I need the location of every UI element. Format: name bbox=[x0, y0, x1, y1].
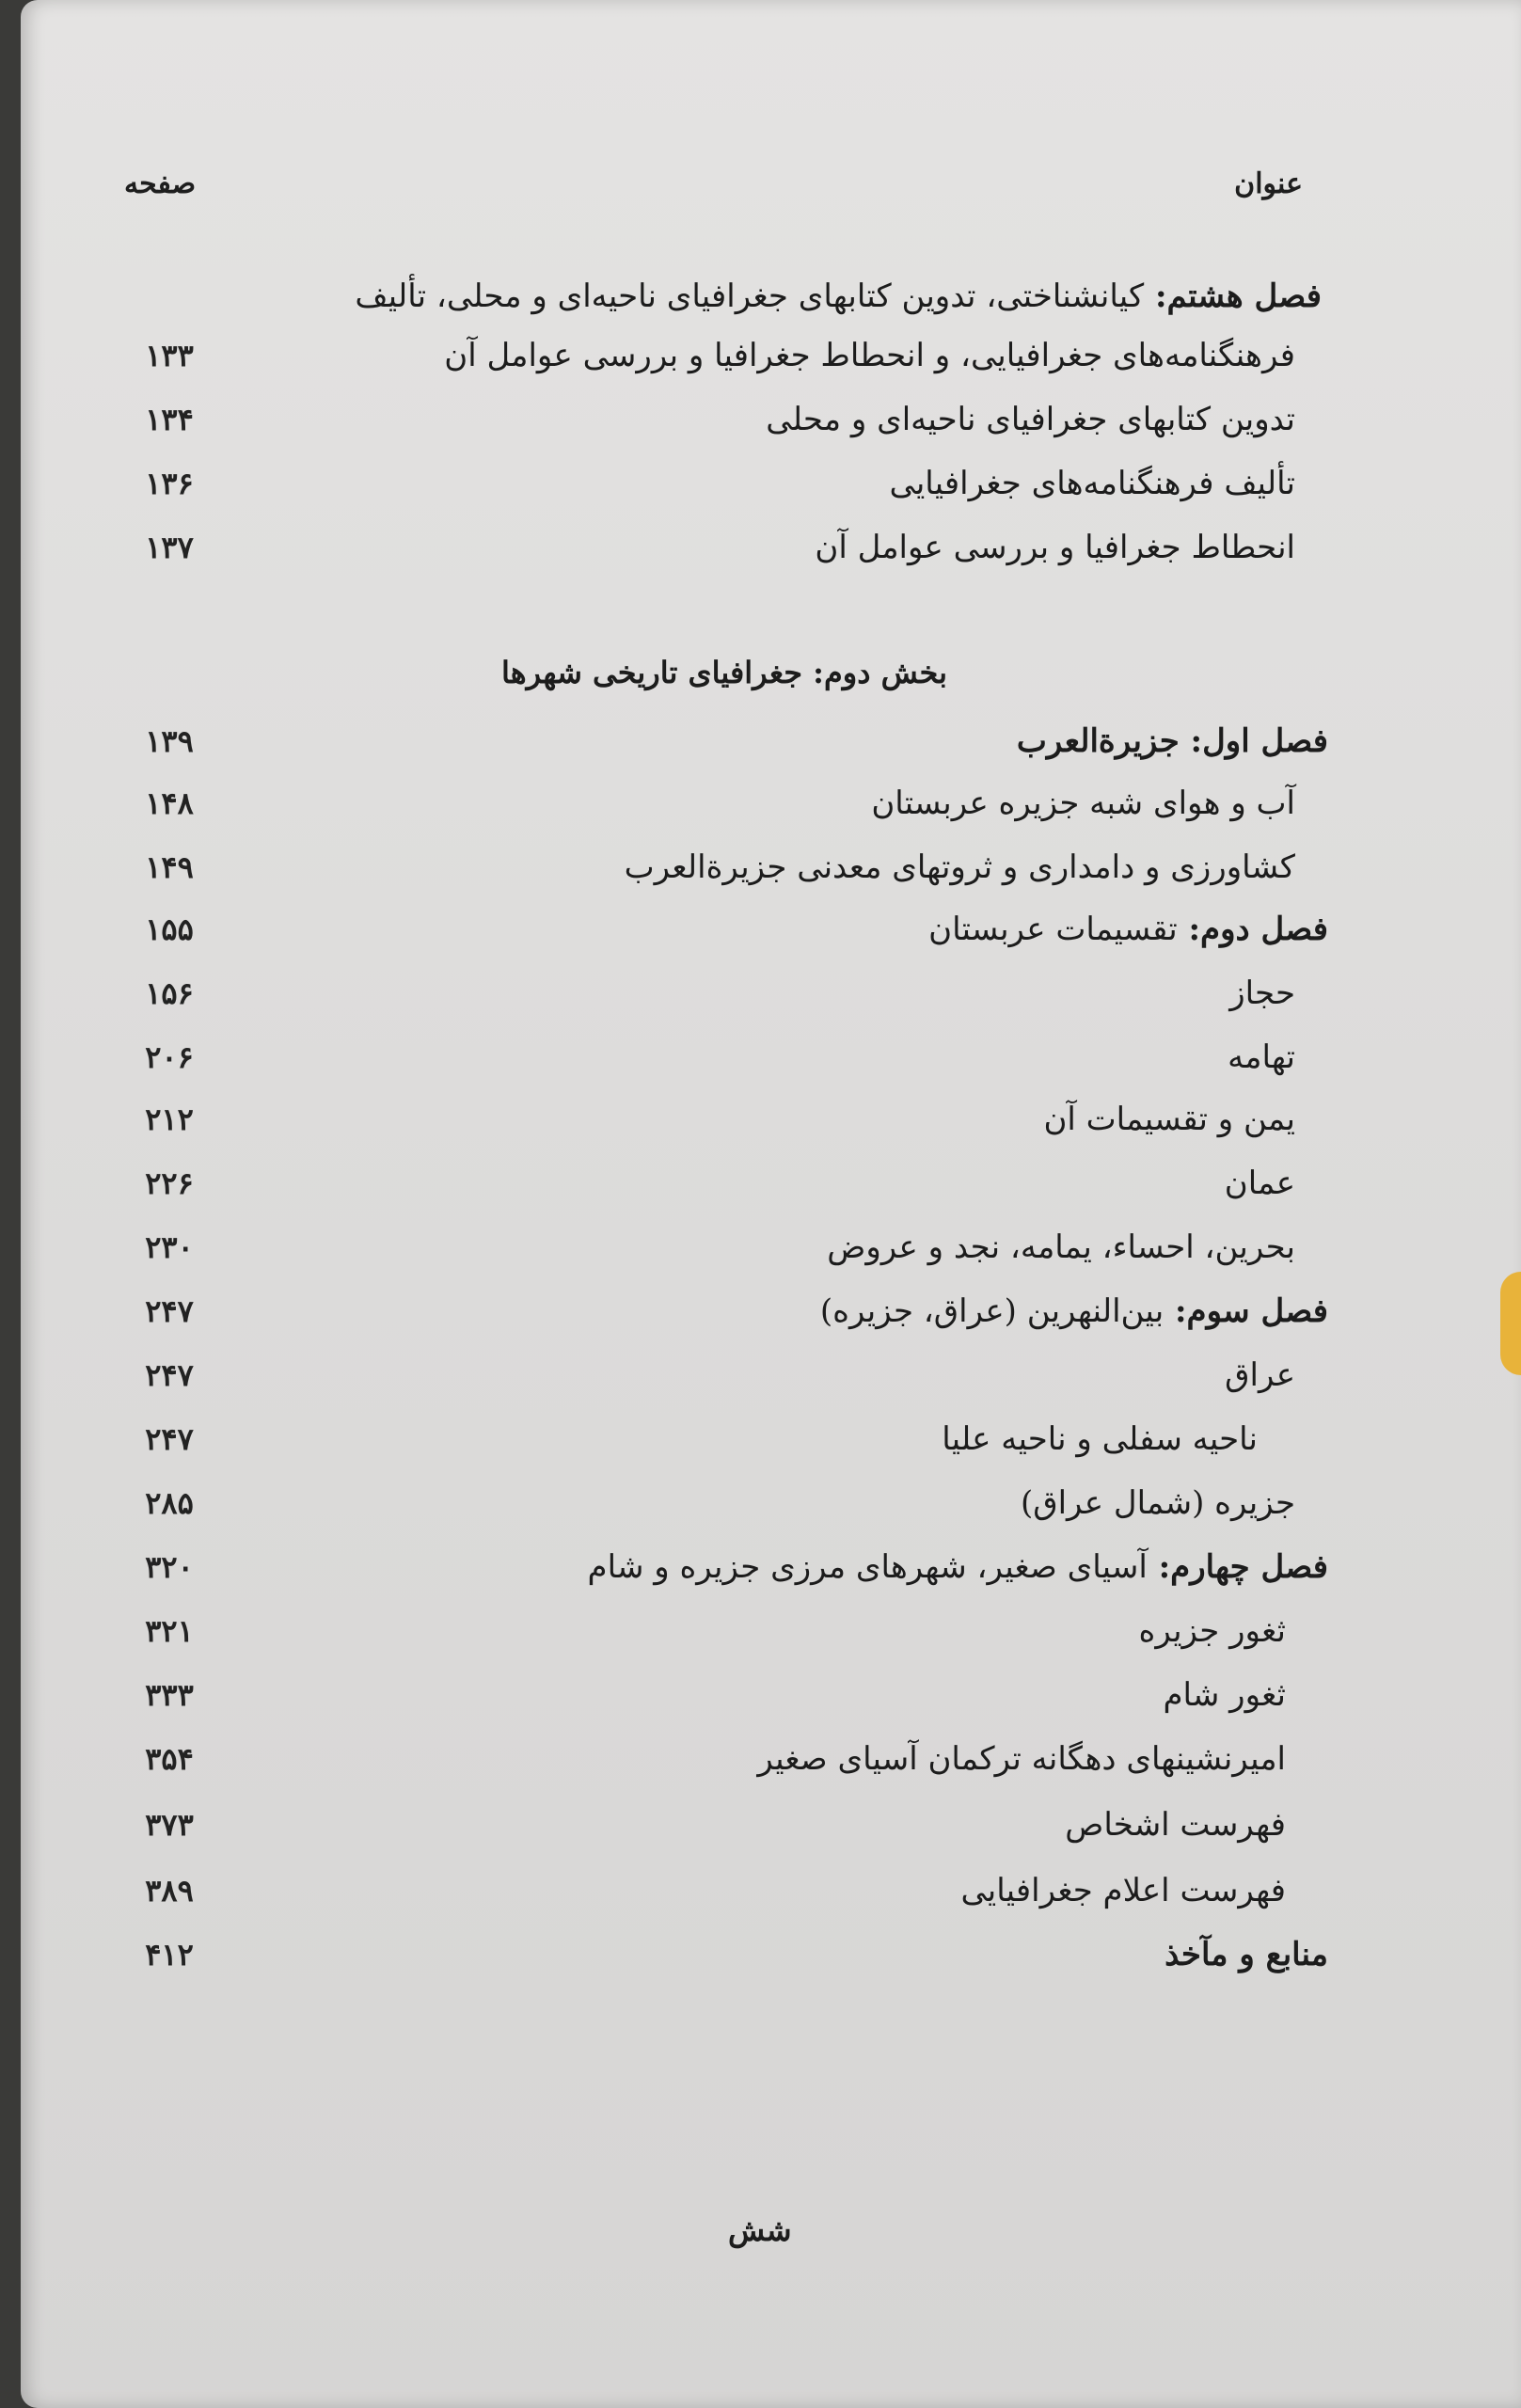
toc-entry-text: کیانشناختی، تدوین کتابهای جغرافیای ناحیه‌ای و محلی، تألیف bbox=[355, 277, 1145, 315]
toc-entry-page: ۲۴۷ bbox=[145, 1421, 194, 1457]
toc-row bbox=[21, 1541, 1521, 1593]
toc-row bbox=[21, 457, 1521, 510]
toc-row bbox=[21, 841, 1521, 894]
toc-entry-page: ۳۸۹ bbox=[145, 1873, 194, 1909]
toc-row bbox=[21, 777, 1521, 830]
page-number-footer: شش bbox=[728, 2212, 792, 2248]
toc-row bbox=[21, 1031, 1521, 1084]
toc-entry-label: ناحیه سفلی و ناحیه علیا bbox=[942, 1420, 1258, 1458]
toc-entry-text: تقسیمات عربستان bbox=[928, 911, 1178, 948]
toc-row bbox=[21, 1349, 1521, 1402]
toc-row bbox=[21, 1798, 1521, 1851]
toc-entry-page: ۱۵۵ bbox=[145, 911, 194, 947]
toc-entry-label: فصل هشتم: کیانشناختی، تدوین کتابهای جغرافیای ناحیه‌ای و محلی، تألیف bbox=[355, 277, 1322, 315]
toc-entry-label: فهرست اشخاص bbox=[1065, 1806, 1286, 1844]
toc-entry-page: ۲۲۶ bbox=[145, 1165, 194, 1201]
toc-entry-page: ۱۳۳ bbox=[145, 338, 194, 373]
bookmark-tab bbox=[1500, 1272, 1521, 1375]
toc-entry-label: ثغور شام bbox=[1163, 1676, 1286, 1714]
toc-entry-label: بحرین، احساء، یمامه، نجد و عروض bbox=[827, 1228, 1295, 1266]
toc-entry-label: تهامه bbox=[1228, 1038, 1295, 1076]
toc-entry-page: ۱۵۶ bbox=[145, 975, 194, 1011]
toc-entry-label: حجاز bbox=[1229, 974, 1295, 1012]
toc-entry-label: یمن و تقسیمات آن bbox=[1043, 1101, 1295, 1138]
toc-row bbox=[21, 1928, 1521, 1981]
toc-entry-label: تألیف فرهنگنامه‌های جغرافیایی bbox=[889, 465, 1295, 502]
column-header-page: صفحه bbox=[124, 167, 197, 200]
toc-entry-label: آب و هوای شبه جزیره عربستان bbox=[871, 784, 1295, 822]
toc-row bbox=[21, 1605, 1521, 1657]
toc-entry-page: ۳۲۱ bbox=[145, 1613, 194, 1649]
toc-entry-page: ۱۳۹ bbox=[145, 723, 194, 759]
toc-entry-page: ۳۲۰ bbox=[145, 1549, 194, 1585]
toc-row bbox=[21, 329, 1521, 382]
toc-entry-page: ۲۴۷ bbox=[145, 1293, 194, 1329]
toc-entry-page: ۴۱۲ bbox=[145, 1937, 194, 1972]
toc-row bbox=[21, 1157, 1521, 1210]
toc-entry-label: انحطاط جغرافیا و بررسی عوامل آن bbox=[815, 529, 1295, 566]
toc-entry-page: ۳۷۳ bbox=[145, 1807, 194, 1843]
column-header-title: عنوان bbox=[1234, 167, 1303, 200]
book-page bbox=[21, 0, 1521, 2408]
toc-entry-label: عمان bbox=[1224, 1164, 1295, 1202]
toc-row bbox=[21, 393, 1521, 446]
toc-entry-page: ۱۳۴ bbox=[145, 402, 194, 437]
toc-row bbox=[21, 1864, 1521, 1917]
toc-row bbox=[21, 903, 1521, 956]
toc-entry-page: ۲۸۵ bbox=[145, 1485, 194, 1521]
toc-row bbox=[21, 967, 1521, 1020]
toc-entry-label: فصل دوم: تقسیمات عربستان bbox=[928, 911, 1328, 948]
toc-entry-page: ۱۴۸ bbox=[145, 785, 194, 821]
toc-entry-page: ۲۱۲ bbox=[145, 1101, 194, 1137]
toc-entry-page: ۲۰۶ bbox=[145, 1039, 194, 1075]
toc-row bbox=[21, 1413, 1521, 1465]
toc-entry-text: بین‌النهرین (عراق، جزیره) bbox=[819, 1292, 1165, 1330]
toc-entry-page: ۳۵۴ bbox=[145, 1741, 194, 1777]
toc-entry-label: منابع و مآخذ bbox=[1165, 1936, 1328, 1973]
toc-row bbox=[21, 1221, 1521, 1274]
toc-entry-label: ثغور جزیره bbox=[1138, 1612, 1286, 1650]
toc-row bbox=[21, 1093, 1521, 1146]
toc-row bbox=[21, 1477, 1521, 1529]
toc-entry-page: ۳۳۳ bbox=[145, 1677, 194, 1713]
toc-entry-label: فهرست اعلام جغرافیایی bbox=[960, 1872, 1286, 1909]
toc-row bbox=[21, 1669, 1521, 1721]
toc-entry-label: کشاورزی و دامداری و ثروتهای معدنی جزیرةالعرب bbox=[624, 848, 1295, 886]
toc-entry-label: امیرنشینهای دهگانه ترکمان آسیای صغیر bbox=[757, 1740, 1286, 1778]
toc-row bbox=[21, 715, 1521, 768]
toc-entry-label: جزیره (شمال عراق) bbox=[1020, 1484, 1295, 1522]
toc-entry-label: فرهنگنامه‌های جغرافیایی، و انحطاط جغرافیا و بررسی عوامل آن bbox=[444, 337, 1295, 374]
toc-row bbox=[21, 270, 1521, 323]
toc-entry-label: فصل سوم: بین‌النهرین (عراق، جزیره) bbox=[819, 1292, 1328, 1330]
section-heading: بخش دوم: جغرافیای تاریخی شهرها bbox=[501, 655, 947, 690]
toc-entry-page: ۱۳۶ bbox=[145, 466, 194, 501]
toc-entry-page: ۲۴۷ bbox=[145, 1357, 194, 1393]
toc-entry-label: عراق bbox=[1225, 1356, 1295, 1394]
toc-entry-page: ۱۳۷ bbox=[145, 530, 194, 565]
toc-entry-label: فصل چهارم: آسیای صغیر، شهرهای مرزی جزیره و شام bbox=[587, 1548, 1328, 1586]
toc-entry-label: تدوین کتابهای جغرافیای ناحیه‌ای و محلی bbox=[766, 401, 1295, 438]
toc-row bbox=[21, 521, 1521, 574]
toc-entry-label: فصل اول: جزیرةالعرب bbox=[1016, 722, 1328, 760]
toc-row bbox=[21, 1285, 1521, 1338]
toc-entry-page: ۲۳۰ bbox=[145, 1229, 194, 1265]
toc-row bbox=[21, 1733, 1521, 1785]
toc-entry-text: آسیای صغیر، شهرهای مرزی جزیره و شام bbox=[587, 1548, 1148, 1586]
toc-entry-page: ۱۴۹ bbox=[145, 849, 194, 885]
